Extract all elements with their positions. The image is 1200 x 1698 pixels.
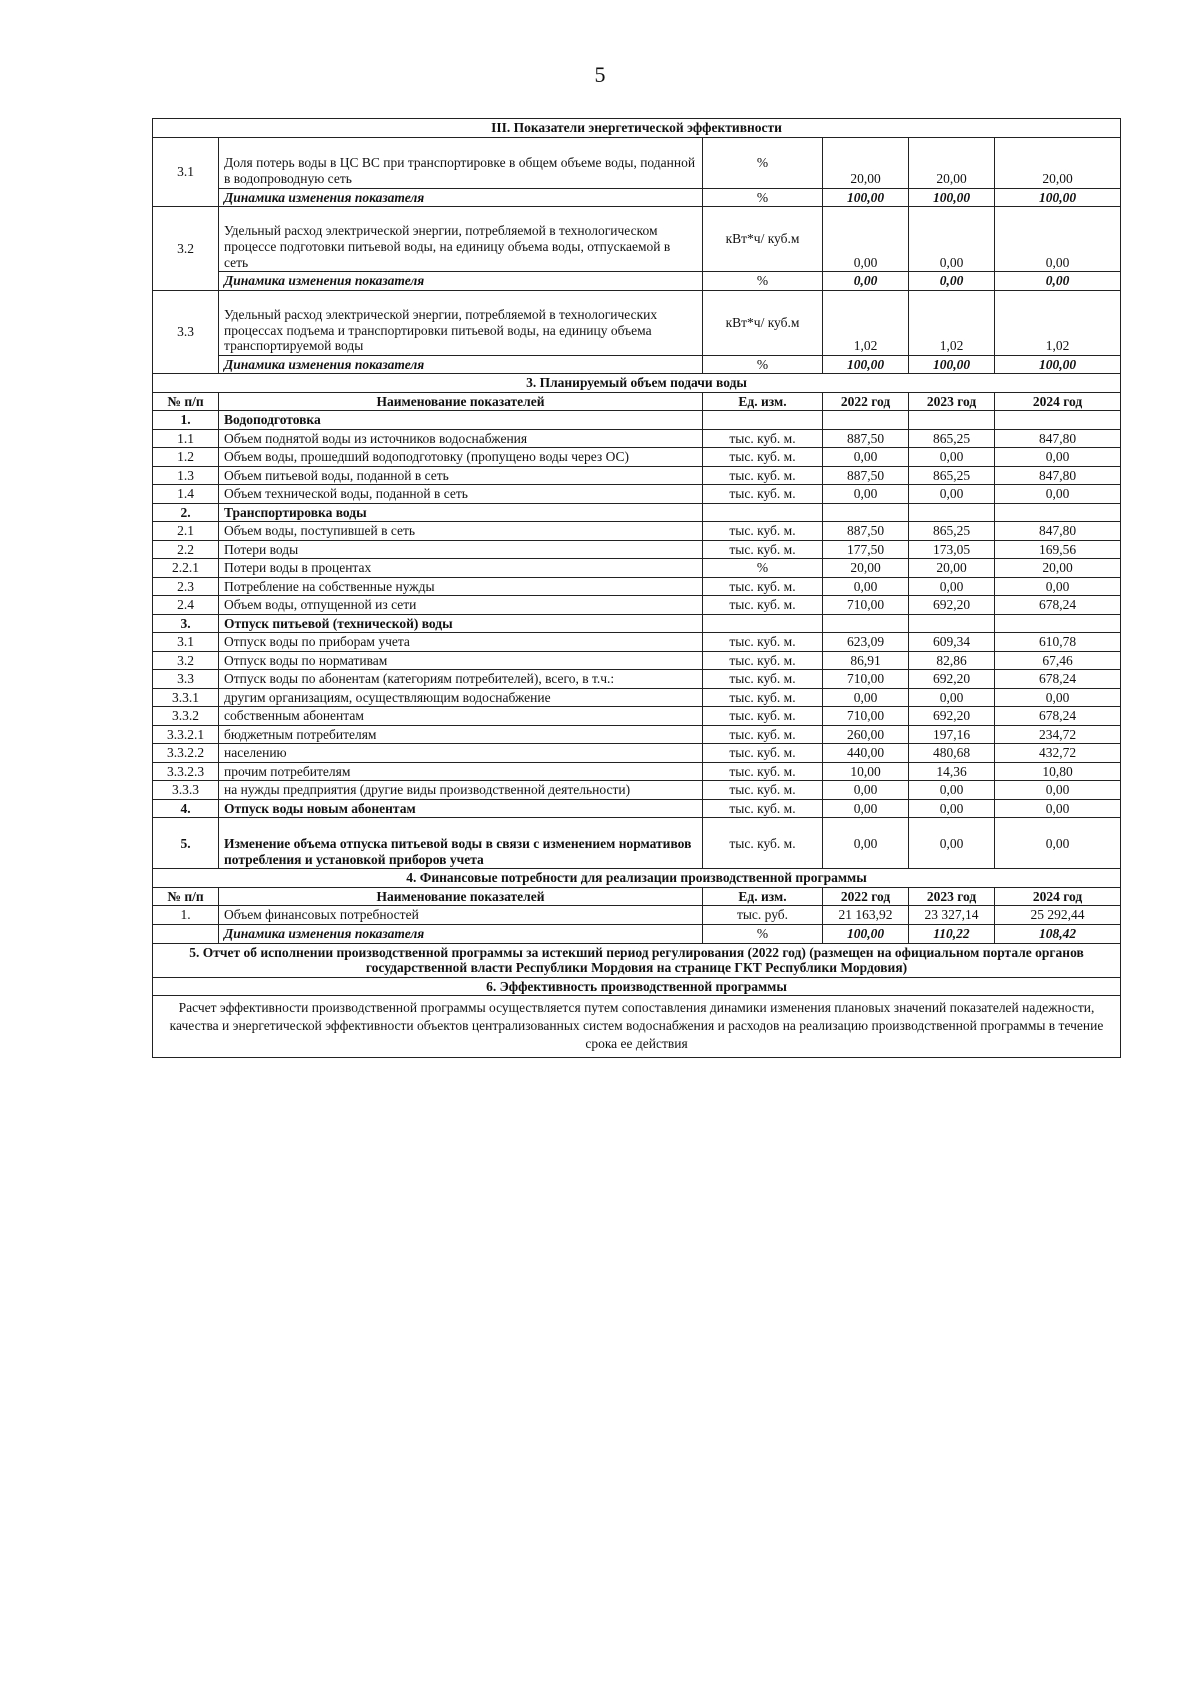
row-unit: тыс. куб. м. [703, 651, 823, 670]
value-2024: 847,80 [995, 466, 1121, 485]
value-2023: 1,02 [909, 290, 995, 355]
row-unit: тыс. куб. м. [703, 744, 823, 763]
row-number: 2.4 [153, 596, 219, 615]
row-unit: тыс. руб. [703, 906, 823, 925]
value-2023: 609,34 [909, 633, 995, 652]
value-2022: 10,00 [823, 762, 909, 781]
value-2024: 0,00 [995, 485, 1121, 504]
dynamics-unit: % [703, 924, 823, 943]
row-unit: тыс. куб. м. [703, 429, 823, 448]
row-unit: тыс. куб. м. [703, 540, 823, 559]
volume-section-title [153, 374, 1121, 393]
row-unit: % [703, 559, 823, 578]
energy-row [153, 207, 1121, 272]
table-row [153, 744, 1121, 763]
value-2024: 678,24 [995, 670, 1121, 689]
value-2022 [823, 614, 909, 633]
header-unit: Ед. изм. [703, 392, 823, 411]
row-number: 3. [153, 614, 219, 633]
row-number: 2.2.1 [153, 559, 219, 578]
value-2023: 0,00 [909, 448, 995, 467]
value-2024: 1,02 [995, 290, 1121, 355]
energy-row [153, 290, 1121, 355]
table-row [153, 448, 1121, 467]
row-name: Доля потерь воды в ЦС ВС при транспортировке в общем объеме воды, поданной в водопроводную сеть [219, 137, 703, 188]
row-number: 3.3.2.1 [153, 725, 219, 744]
row-name: Отпуск воды новым абонентам [219, 799, 703, 818]
table-row [153, 633, 1121, 652]
row-unit: тыс. куб. м. [703, 818, 823, 869]
value-2024: 847,80 [995, 429, 1121, 448]
dynamics-row [153, 272, 1121, 291]
value-2024: 234,72 [995, 725, 1121, 744]
value-2023: 0,00 [909, 781, 995, 800]
row-name: Объем технической воды, поданной в сеть [219, 485, 703, 504]
header-num: № п/п [153, 887, 219, 906]
row-unit: тыс. куб. м. [703, 522, 823, 541]
value-2024: 847,80 [995, 522, 1121, 541]
value-2023: 865,25 [909, 429, 995, 448]
header-year-2023: 2023 год [909, 887, 995, 906]
value-2022 [823, 503, 909, 522]
row-number: 3.2 [153, 207, 219, 291]
value-2024: 610,78 [995, 633, 1121, 652]
table-row [153, 596, 1121, 615]
efficiency-section-title-text: 6. Эффективность производственной программы [153, 977, 1121, 996]
row-name: Потребление на собственные нужды [219, 577, 703, 596]
report-section-title [153, 943, 1121, 977]
finance-section-title [153, 869, 1121, 888]
row-name: Объем воды, прошедший водоподготовку (пропущено воды через ОС) [219, 448, 703, 467]
row-unit: тыс. куб. м. [703, 670, 823, 689]
row-name: Водоподготовка [219, 411, 703, 430]
row-unit: % [703, 137, 823, 188]
dynamics-2022: 100,00 [823, 188, 909, 207]
row-number: 1. [153, 906, 219, 925]
value-2022: 21 163,92 [823, 906, 909, 925]
value-2024: 432,72 [995, 744, 1121, 763]
row-number: 1.1 [153, 429, 219, 448]
row-name: Отпуск воды по приборам учета [219, 633, 703, 652]
dynamics-2022: 0,00 [823, 272, 909, 291]
row-number: 3.3.2 [153, 707, 219, 726]
value-2022: 710,00 [823, 670, 909, 689]
dynamics-2022: 100,00 [823, 924, 909, 943]
efficiency-text: Расчет эффективности производственной программы осуществляется путем сопоставления динамики изменения плановых значений показателей надежности, качества и энергетической эффективности объектов централизованных систем водоснабжения и расходов на реализацию производственной программы в течение срока ее действия [153, 996, 1121, 1058]
value-2024: 678,24 [995, 707, 1121, 726]
dynamics-row [153, 355, 1121, 374]
document-sheet [152, 118, 1120, 1058]
row-name: на нужды предприятия (другие виды производственной деятельности) [219, 781, 703, 800]
row-unit: кВт*ч/ куб.м [703, 290, 823, 355]
dynamics-name: Динамика изменения показателя [219, 272, 703, 291]
value-2024: 0,00 [995, 207, 1121, 272]
row-unit: тыс. куб. м. [703, 577, 823, 596]
dynamics-2024: 100,00 [995, 355, 1121, 374]
row-unit: тыс. куб. м. [703, 633, 823, 652]
value-2023: 173,05 [909, 540, 995, 559]
finance-dynamics-row [153, 924, 1121, 943]
row-unit: тыс. куб. м. [703, 762, 823, 781]
row-number: 1.3 [153, 466, 219, 485]
main-table [152, 118, 1121, 1058]
table-row [153, 540, 1121, 559]
row-name: Объем поднятой воды из источников водоснабжения [219, 429, 703, 448]
table-row [153, 503, 1121, 522]
value-2022: 887,50 [823, 522, 909, 541]
value-2022: 86,91 [823, 651, 909, 670]
efficiency-section-title [153, 977, 1121, 996]
row-number: 1.4 [153, 485, 219, 504]
table-body [153, 119, 1121, 1058]
row-name: другим организациям, осуществляющим водоснабжение [219, 688, 703, 707]
value-2023 [909, 411, 995, 430]
table-header-row [153, 887, 1121, 906]
value-2022: 710,00 [823, 596, 909, 615]
dynamics-unit: % [703, 188, 823, 207]
row-name: Объем питьевой воды, поданной в сеть [219, 466, 703, 485]
row-number: 2.1 [153, 522, 219, 541]
value-2024: 10,80 [995, 762, 1121, 781]
row-name: Изменение объема отпуска питьевой воды в связи с изменением нормативов потребления и установкой приборов учета [219, 818, 703, 869]
table-row [153, 614, 1121, 633]
value-2023: 692,20 [909, 670, 995, 689]
row-number: 3.1 [153, 137, 219, 207]
row-number: 3.3.2.2 [153, 744, 219, 763]
value-2022: 0,00 [823, 207, 909, 272]
row-unit: тыс. куб. м. [703, 781, 823, 800]
header-year-2024: 2024 год [995, 392, 1121, 411]
row-name: Отпуск воды по нормативам [219, 651, 703, 670]
value-2022: 20,00 [823, 559, 909, 578]
table-row [153, 651, 1121, 670]
table-row [153, 799, 1121, 818]
row-name: Объем воды, отпущенной из сети [219, 596, 703, 615]
dynamics-2023: 100,00 [909, 188, 995, 207]
value-2022: 887,50 [823, 429, 909, 448]
dynamics-row [153, 188, 1121, 207]
row-name: собственным абонентам [219, 707, 703, 726]
value-2023: 0,00 [909, 818, 995, 869]
volume-section-title-text: 3. Планируемый объем подачи воды [153, 374, 1121, 393]
value-2022: 0,00 [823, 799, 909, 818]
row-number: 3.3.3 [153, 781, 219, 800]
row-number: 2.3 [153, 577, 219, 596]
row-unit: кВт*ч/ куб.м [703, 207, 823, 272]
energy-section-title [153, 119, 1121, 138]
value-2024: 0,00 [995, 688, 1121, 707]
row-name: Потери воды [219, 540, 703, 559]
table-row [153, 559, 1121, 578]
row-unit: тыс. куб. м. [703, 799, 823, 818]
row-name: Удельный расход электрической энергии, потребляемой в технологическом процессе подготовки питьевой воды, на единицу объема воды, отпускаемой в сеть [219, 207, 703, 272]
table-header-row [153, 392, 1121, 411]
table-row [153, 707, 1121, 726]
value-2024 [995, 503, 1121, 522]
value-2022: 20,00 [823, 137, 909, 188]
table-row [153, 429, 1121, 448]
row-name: Потери воды в процентах [219, 559, 703, 578]
value-2022 [823, 411, 909, 430]
dynamics-2024: 100,00 [995, 188, 1121, 207]
dynamics-2022: 100,00 [823, 355, 909, 374]
row-number: 2. [153, 503, 219, 522]
header-year-2022: 2022 год [823, 392, 909, 411]
row-number [153, 924, 219, 943]
value-2024: 20,00 [995, 559, 1121, 578]
dynamics-2024: 108,42 [995, 924, 1121, 943]
value-2023: 0,00 [909, 485, 995, 504]
value-2024 [995, 411, 1121, 430]
value-2023: 0,00 [909, 577, 995, 596]
row-name: прочим потребителям [219, 762, 703, 781]
value-2023: 0,00 [909, 799, 995, 818]
value-2024 [995, 614, 1121, 633]
header-num: № п/п [153, 392, 219, 411]
row-unit: тыс. куб. м. [703, 707, 823, 726]
efficiency-text-row [153, 996, 1121, 1058]
row-unit: тыс. куб. м. [703, 448, 823, 467]
value-2024: 0,00 [995, 781, 1121, 800]
value-2024: 678,24 [995, 596, 1121, 615]
row-number: 3.2 [153, 651, 219, 670]
table-row [153, 485, 1121, 504]
dynamics-unit: % [703, 355, 823, 374]
value-2022: 623,09 [823, 633, 909, 652]
row-number: 3.3 [153, 290, 219, 374]
header-name: Наименование показателей [219, 392, 703, 411]
value-2024: 0,00 [995, 818, 1121, 869]
value-2022: 0,00 [823, 781, 909, 800]
dynamics-name: Динамика изменения показателя [219, 188, 703, 207]
table-row [153, 762, 1121, 781]
table-row [153, 577, 1121, 596]
dynamics-2023: 0,00 [909, 272, 995, 291]
dynamics-name: Динамика изменения показателя [219, 355, 703, 374]
value-2022: 177,50 [823, 540, 909, 559]
value-2024: 0,00 [995, 577, 1121, 596]
header-unit: Ед. изм. [703, 887, 823, 906]
value-2022: 0,00 [823, 448, 909, 467]
finance-section-title-text: 4. Финансовые потребности для реализации производственной программы [153, 869, 1121, 888]
value-2022: 440,00 [823, 744, 909, 763]
value-2023: 865,25 [909, 522, 995, 541]
value-2024: 25 292,44 [995, 906, 1121, 925]
value-2023: 82,86 [909, 651, 995, 670]
header-year-2022: 2022 год [823, 887, 909, 906]
value-2023: 0,00 [909, 688, 995, 707]
row-name: Удельный расход электрической энергии, потребляемой в технологических процессах подъема и транспортировки питьевой воды, на единицу объема транспортируемой воды [219, 290, 703, 355]
row-name: Транспортировка воды [219, 503, 703, 522]
energy-row [153, 137, 1121, 188]
table-row [153, 781, 1121, 800]
value-2023: 865,25 [909, 466, 995, 485]
value-2022: 0,00 [823, 688, 909, 707]
table-row [153, 411, 1121, 430]
value-2024: 0,00 [995, 799, 1121, 818]
value-2022: 1,02 [823, 290, 909, 355]
value-2023: 692,20 [909, 596, 995, 615]
table-row [153, 725, 1121, 744]
dynamics-2023: 110,22 [909, 924, 995, 943]
row-number: 1. [153, 411, 219, 430]
value-2023: 480,68 [909, 744, 995, 763]
dynamics-2024: 0,00 [995, 272, 1121, 291]
dynamics-name: Динамика изменения показателя [219, 924, 703, 943]
row-number: 3.1 [153, 633, 219, 652]
value-2023: 20,00 [909, 137, 995, 188]
value-2022: 0,00 [823, 577, 909, 596]
value-2023: 23 327,14 [909, 906, 995, 925]
row-name: Отпуск воды по абонентам (категориям потребителей), всего, в т.ч.: [219, 670, 703, 689]
row-unit: тыс. куб. м. [703, 596, 823, 615]
value-2023: 14,36 [909, 762, 995, 781]
row-number: 2.2 [153, 540, 219, 559]
value-2023: 0,00 [909, 207, 995, 272]
table-row [153, 688, 1121, 707]
value-2023 [909, 614, 995, 633]
row-unit [703, 503, 823, 522]
value-2022: 260,00 [823, 725, 909, 744]
row-name: бюджетным потребителям [219, 725, 703, 744]
row-unit: тыс. куб. м. [703, 485, 823, 504]
value-2022: 710,00 [823, 707, 909, 726]
value-2023: 197,16 [909, 725, 995, 744]
row-unit: тыс. куб. м. [703, 688, 823, 707]
value-2024: 20,00 [995, 137, 1121, 188]
row-number: 4. [153, 799, 219, 818]
row-unit [703, 614, 823, 633]
header-year-2024: 2024 год [995, 887, 1121, 906]
row-number: 3.3.1 [153, 688, 219, 707]
dynamics-2023: 100,00 [909, 355, 995, 374]
row-unit [703, 411, 823, 430]
value-2023: 692,20 [909, 707, 995, 726]
row-name: Отпуск питьевой (технической) воды [219, 614, 703, 633]
row-number: 3.3 [153, 670, 219, 689]
table-row [153, 522, 1121, 541]
row-number: 5. [153, 818, 219, 869]
report-section-title-text: 5. Отчет об исполнении производственной программы за истекший период регулирования (2022 год) (размещен на официальном портале органов государственной власти Республики Мордовия на странице ГКТ Республики Мордовия) [153, 943, 1121, 977]
row-number: 3.3.2.3 [153, 762, 219, 781]
table-row [153, 466, 1121, 485]
header-year-2023: 2023 год [909, 392, 995, 411]
page-number: 5 [594, 62, 606, 87]
row-name: Объем финансовых потребностей [219, 906, 703, 925]
energy-section-title-text: III. Показатели энергетической эффективности [153, 119, 1121, 138]
table-row [153, 670, 1121, 689]
value-2022: 0,00 [823, 485, 909, 504]
value-2024: 67,46 [995, 651, 1121, 670]
row-name: населению [219, 744, 703, 763]
value-2023: 20,00 [909, 559, 995, 578]
finance-row [153, 906, 1121, 925]
header-name: Наименование показателей [219, 887, 703, 906]
value-2024: 169,56 [995, 540, 1121, 559]
value-2024: 0,00 [995, 448, 1121, 467]
row-name: Объем воды, поступившей в сеть [219, 522, 703, 541]
row-unit: тыс. куб. м. [703, 725, 823, 744]
row-unit: тыс. куб. м. [703, 466, 823, 485]
value-2022: 0,00 [823, 818, 909, 869]
row-number: 1.2 [153, 448, 219, 467]
table-row [153, 818, 1121, 869]
value-2022: 887,50 [823, 466, 909, 485]
dynamics-unit: % [703, 272, 823, 291]
value-2023 [909, 503, 995, 522]
